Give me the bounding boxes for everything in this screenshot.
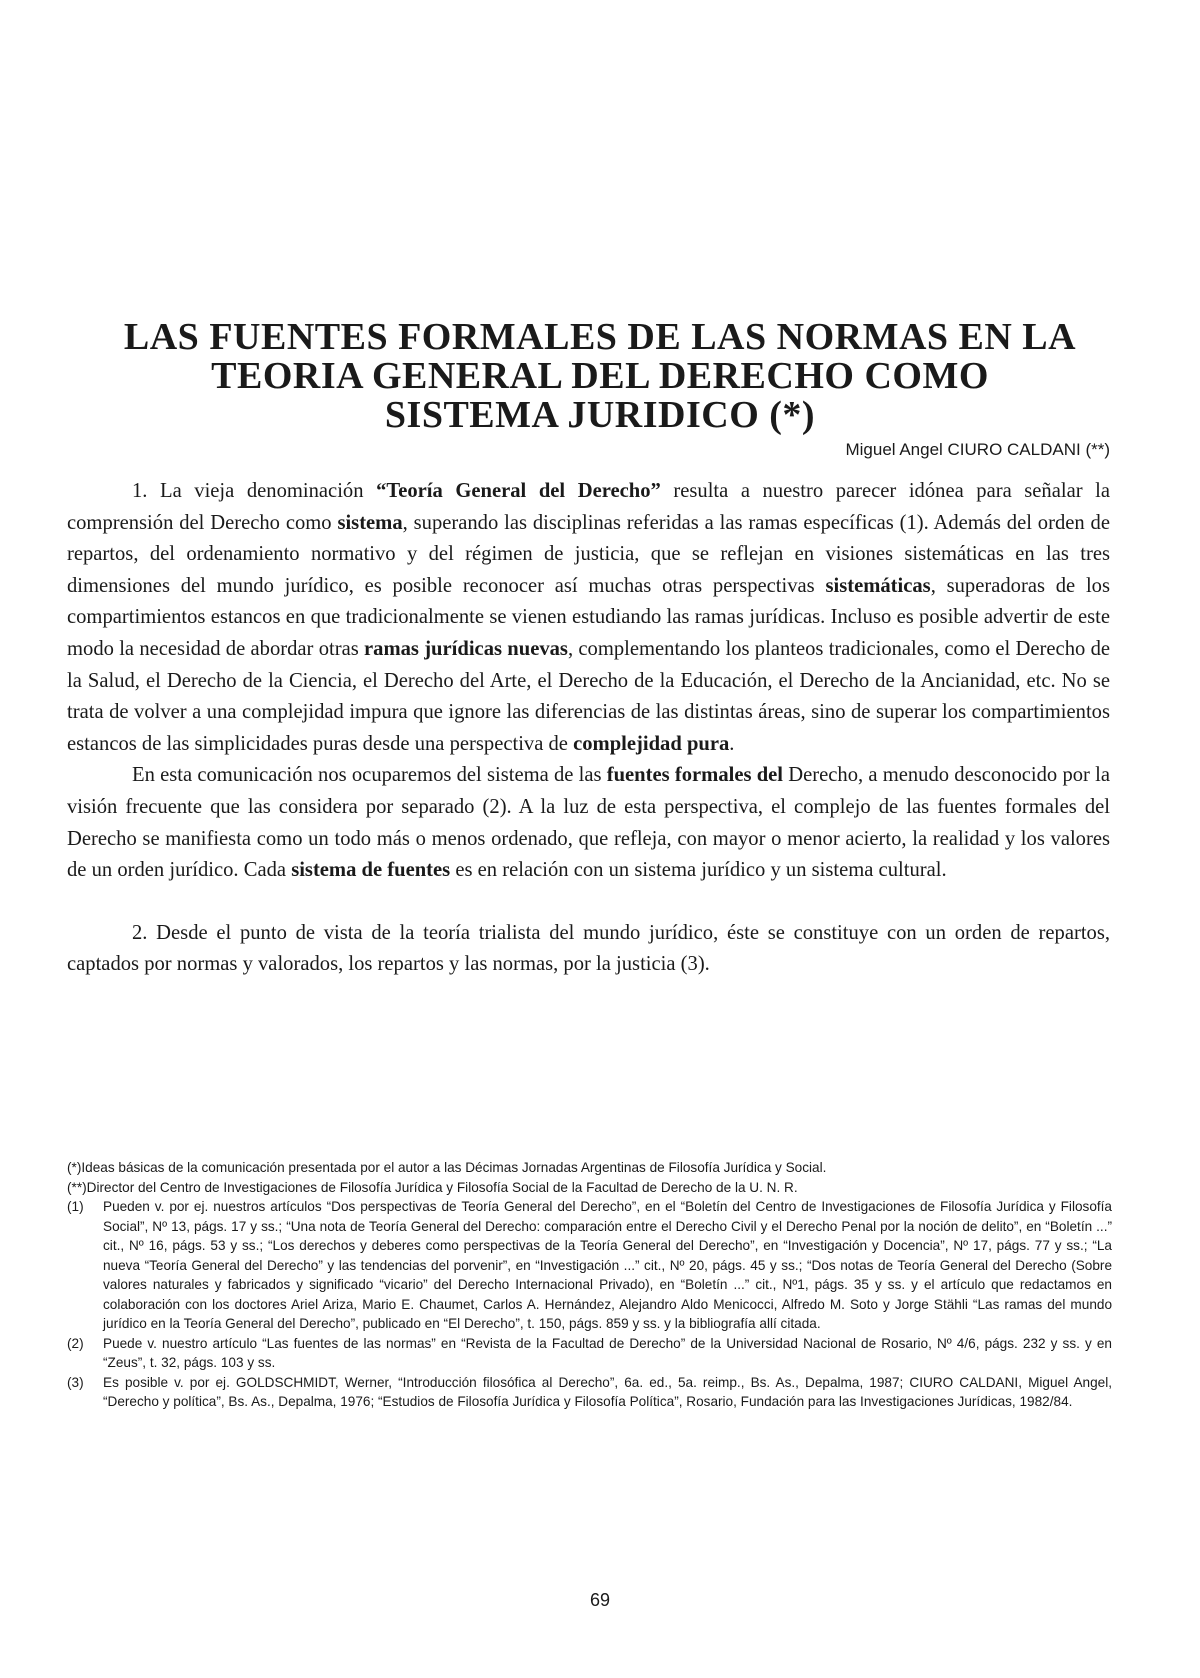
emphasis-text: fuentes formales del [606, 764, 784, 787]
emphasis-text: complejidad pura [573, 732, 730, 755]
emphasis-text: ramas jurídicas nuevas [364, 637, 568, 660]
footnote-text: Ideas básicas de la comunicación presentada por el autor a las Décimas Jornadas Argentinas de Filosofía Jurídica y Social. [81, 1160, 827, 1175]
body-text: , superadoras de los compartimientos estancos en que tradicionalmente se vienen estudiando las ramas jurídicas. Incluso es posible advertir de este modo la necesidad de abordar otras [67, 574, 1110, 660]
title-line-3: SISTEMA JURIDICO (*) [384, 394, 816, 436]
paragraph-3 [67, 918, 1110, 981]
author-name: Miguel Angel CIURO CALDANI (**) [845, 440, 1110, 459]
footnote-mark: (*) [67, 1160, 82, 1175]
title-line-2: TEORIA GENERAL DEL DERECHO COMO [211, 355, 989, 397]
footnote [67, 1197, 1112, 1334]
article-title [60, 318, 1140, 435]
footnote-mark: (2) [67, 1335, 84, 1351]
title-line-1: LAS FUENTES FORMALES DE LAS NORMAS EN LA [123, 316, 1077, 358]
footnote-text: Puede v. nuestro artículo “Las fuentes de las normas” en “Revista de la Facultad de Derecho” de la Universidad Nacional de Rosario, Nº 4/6, págs. 232 y ss. y en “Zeus”, t. 32, págs. 103 y ss. [103, 1335, 1112, 1370]
emphasis-text: sistema de fuentes [291, 859, 451, 882]
body-text: resulta a nuestro parecer idónea para señalar la comprensión del Derecho como [67, 480, 1110, 534]
body-text: En esta comunicación nos ocuparemos del sistema de las [132, 764, 607, 787]
article-body [67, 476, 1110, 981]
body-text: , complementando los planteos tradicionales, como el Derecho de la Salud, el Derecho de la Ciencia, el Derecho del Arte, el Derecho de la Educación, el Derecho de la Ancianidad, etc. No se trata de volver a una complejidad impura que ignore las diferencias de las distintas áreas, sino de superar los compartimientos estancos de las simplicidades puras desde una perspectiva de [67, 637, 1111, 755]
emphasis-text: sistema [337, 511, 403, 534]
footnote-mark: (1) [67, 1199, 84, 1214]
body-text: 1. La vieja denominación [132, 480, 377, 502]
footnote-mark: (**) [67, 1179, 87, 1195]
body-text: . [729, 732, 735, 755]
footnote-mark: (3) [67, 1374, 84, 1390]
footnote [67, 1178, 1112, 1198]
paragraph-2 [67, 760, 1110, 886]
footnote [67, 1334, 1112, 1373]
footnote [67, 1373, 1112, 1412]
body-text: , superando las disciplinas referidas a las ramas específicas (1). Además del orden de repartos, del ordenamiento normativo y del régimen de justicia, que se reflejan en visiones sistemáticas en las tres dimensiones del mundo jurídico, es posible reconocer así muchas otras perspectivas [67, 511, 1110, 597]
body-text: Derecho, a menudo desconocido por la visión frecuente que las considera por separado (2). A la luz de esta perspectiva, el complejo de las fuentes formales del Derecho se manifiesta como un todo más o menos ordenado, que refleja, con mayor o menor acierto, la realidad y los valores de un orden jurídico. Cada [67, 764, 1110, 882]
emphasis-text: “Teoría General del Derecho” [376, 480, 661, 502]
body-text: es en relación con un sistema jurídico y un sistema cultural. [450, 859, 947, 882]
emphasis-text: sistemáticas [825, 574, 931, 597]
footnote [67, 1158, 1112, 1178]
footnote-text: Pueden v. por ej. nuestros artículos “Dos perspectivas de Teoría General del Derecho”, en el “Boletín del Centro de Investigaciones de Filosofía Jurídica y Filosofía Social”, Nº 13, págs. 17 y ss.; “Una nota de Teoría General del Derecho: comparación entre el Derecho Civil y el Derecho Penal por la noción de delito”, en “Boletín ...” cit., Nº 16, págs. 53 y ss.; “Los derechos y deberes como perspectivas de la Teoría General del Derecho”, en “Investigación y Docencia”, Nº 17, págs. 77 y ss.; “La nueva “Teoría General del Derecho” y las tendencias del porvenir”, en “Investigación ...” cit., Nº 20, págs. 45 y ss.; “Dos notas de Teoría General del Derecho (Sobre valores naturales y fabricados y significado “vicario” del Derecho Internacional Privado), en “Boletín ...” cit., Nº1, págs. 35 y ss. y el artículo que redactamos en colaboración con los doctores Ariel Ariza, Mario E. Chaumet, Carlos A. Hernández, Alejandro Aldo Menicocci, Alfredo M. Soto y Jorge Stähli “Las ramas del mundo jurídico en la Teoría General del Derecho”, publicado en “El Derecho”, t. 150, págs. 859 y ss. y la bibliografía allí citada. [103, 1199, 1112, 1331]
footnote-text: Es posible v. por ej. GOLDSCHMIDT, Werner, “Introducción filosófica al Derecho”, 6a. ed., 5a. reimp., Bs. As., Depalma, 1987; CIURO CALDANI, Miguel Angel, “Derecho y política”, Bs. As., Depalma, 1976; “Estudios de Filosofía Jurídica y Filosofía Política”, Rosario, Fundación para las Investigaciones Jurídicas, 1982/84. [103, 1374, 1112, 1409]
body-text: 2. Desde el punto de vista de la teoría trialista del mundo jurídico, éste se constituye con un orden de repartos, captados por normas y valorados, los repartos y las normas, por la justicia (3). [67, 921, 1110, 976]
footnote-text: Director del Centro de Investigaciones de Filosofía Jurídica y Filosofía Social de la Facultad de Derecho de la U. N. R. [86, 1179, 798, 1195]
paragraph-1 [67, 476, 1110, 760]
page-number: 69 [589, 1590, 611, 1610]
footnotes [67, 1158, 1112, 1412]
